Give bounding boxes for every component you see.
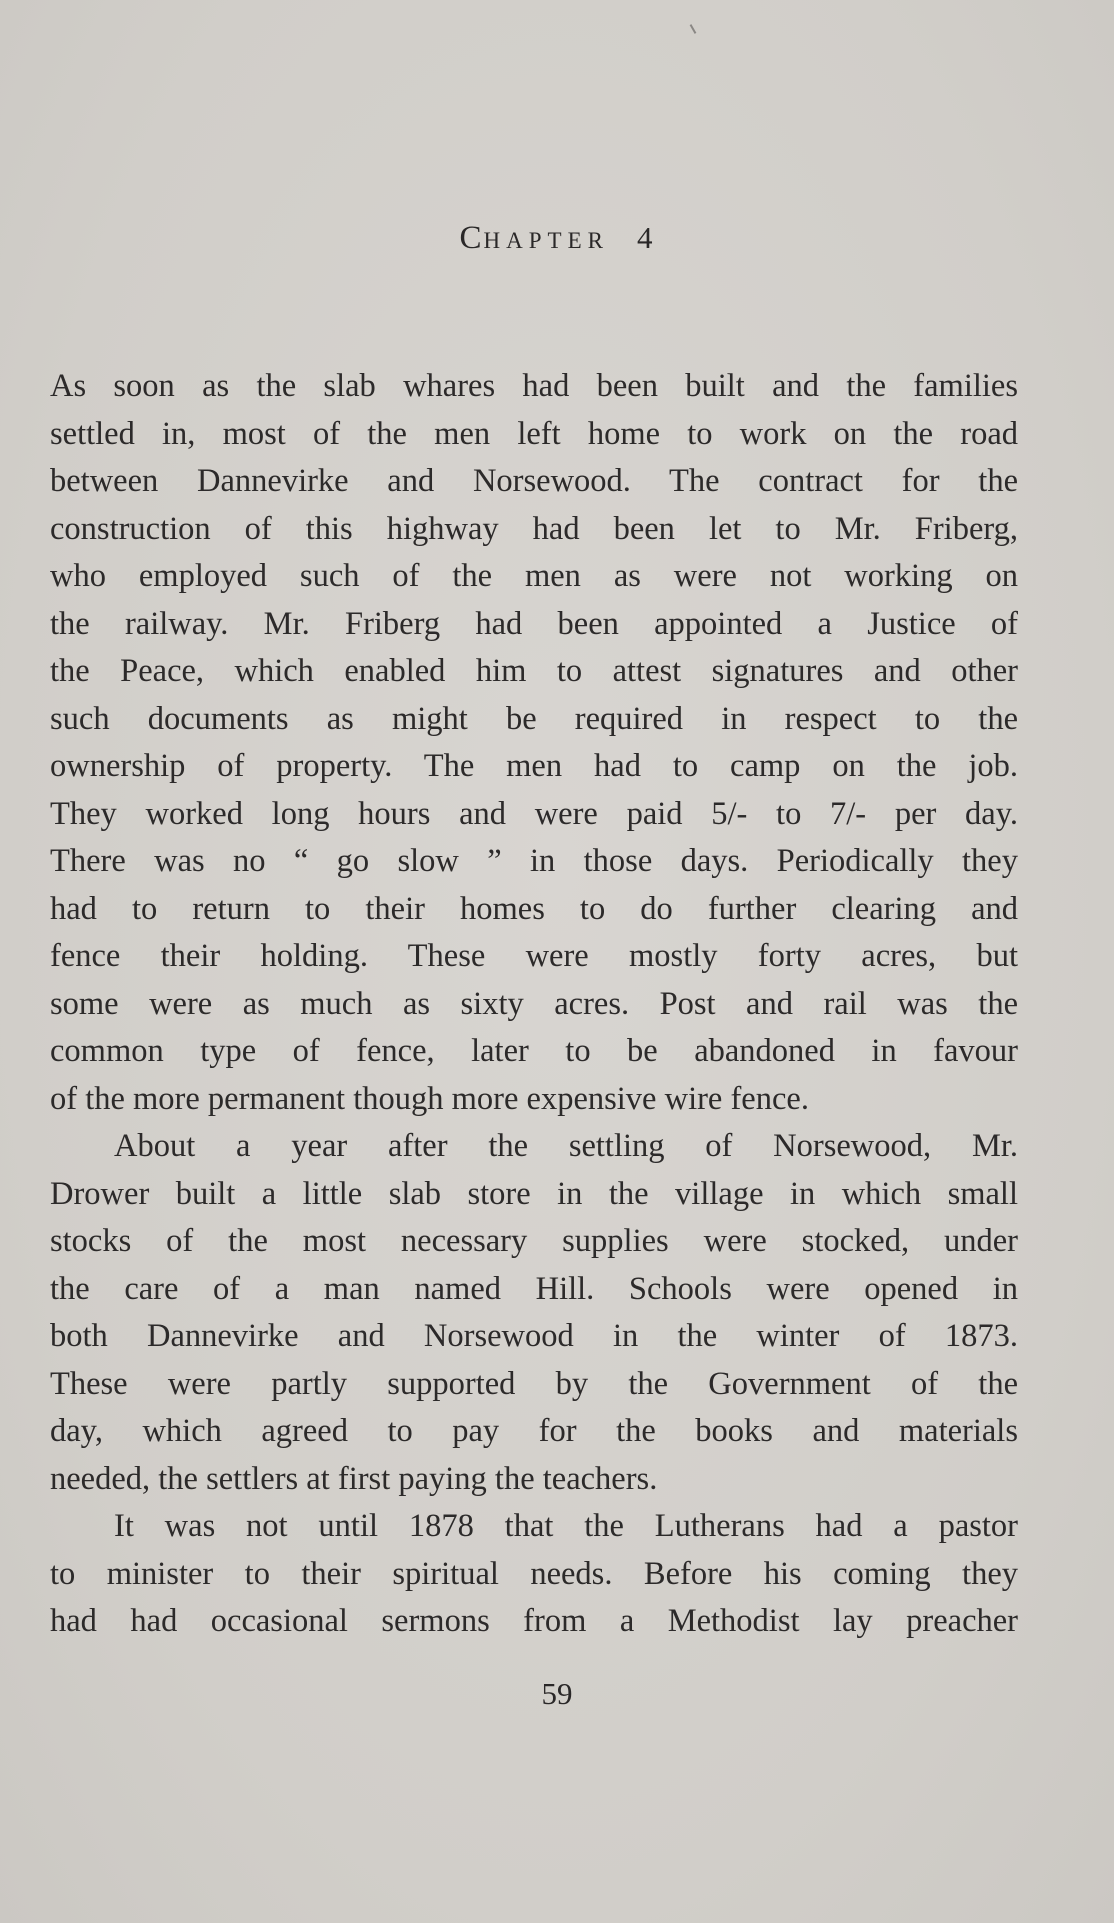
speck-mark (690, 24, 697, 34)
text-line: ownership of property. The men had to camp on the job. (50, 748, 1018, 784)
text-line: common type of fence, later to be abandoned in favour (50, 1033, 1018, 1069)
text-line: Drower built a little slab store in the village in which small (50, 1175, 1018, 1212)
text-line: the Peace, which enabled him to attest signatures and other (50, 653, 1018, 689)
text-line: of the more permanent though more expensive wire fence. (50, 1080, 809, 1117)
text-line: such documents as might be required in respect to the (50, 700, 1018, 737)
text-line: As soon as the slab whares had been built and the families (50, 368, 1018, 404)
text-line: some were as much as sixty acres. Post and rail was the (50, 985, 1018, 1022)
text-line: had had occasional sermons from a Methodist lay preacher (50, 1603, 1018, 1639)
text-line: settled in, most of the men left home to work on the road (50, 415, 1018, 452)
text-line: fence their holding. These were mostly forty acres, but (50, 938, 1018, 974)
text-line: had to return to their homes to do further clearing and (50, 890, 1018, 927)
text-line: to minister to their spiritual needs. Before his coming they (50, 1555, 1018, 1592)
text-line: both Dannevirke and Norsewood in the winter of 1873. (50, 1318, 1018, 1354)
body-text (50, 363, 1018, 1646)
page-number: 59 (541, 1676, 573, 1711)
chapter-heading (0, 214, 1114, 265)
chapter-number: 4 (636, 220, 655, 255)
text-line: There was no “ go slow ” in those days. Periodically they (50, 843, 1018, 879)
text-line: the care of a man named Hill. Schools were opened in (50, 1270, 1018, 1307)
chapter-title-rest: HAPTER (483, 228, 609, 253)
chapter-title-initial: C (459, 220, 484, 256)
text-line: construction of this highway had been let to Mr. Friberg, (50, 510, 1018, 547)
text-line: needed, the settlers at first paying the teachers. (50, 1460, 658, 1497)
text-line: About a year after the settling of Norsewood, Mr. (114, 1128, 1018, 1164)
text-line: day, which agreed to pay for the books and materials (50, 1413, 1018, 1449)
text-line: It was not until 1878 that the Lutherans had a pastor (114, 1508, 1018, 1544)
text-line: who employed such of the men as were not working on (50, 558, 1018, 594)
text-line: the railway. Mr. Friberg had been appointed a Justice of (50, 605, 1018, 642)
text-line: These were partly supported by the Government of the (50, 1365, 1018, 1402)
text-line: They worked long hours and were paid 5/- to 7/- per day. (50, 795, 1018, 832)
text-line: between Dannevirke and Norsewood. The contract for the (50, 463, 1018, 499)
text-line: stocks of the most necessary supplies were stocked, under (50, 1223, 1018, 1259)
